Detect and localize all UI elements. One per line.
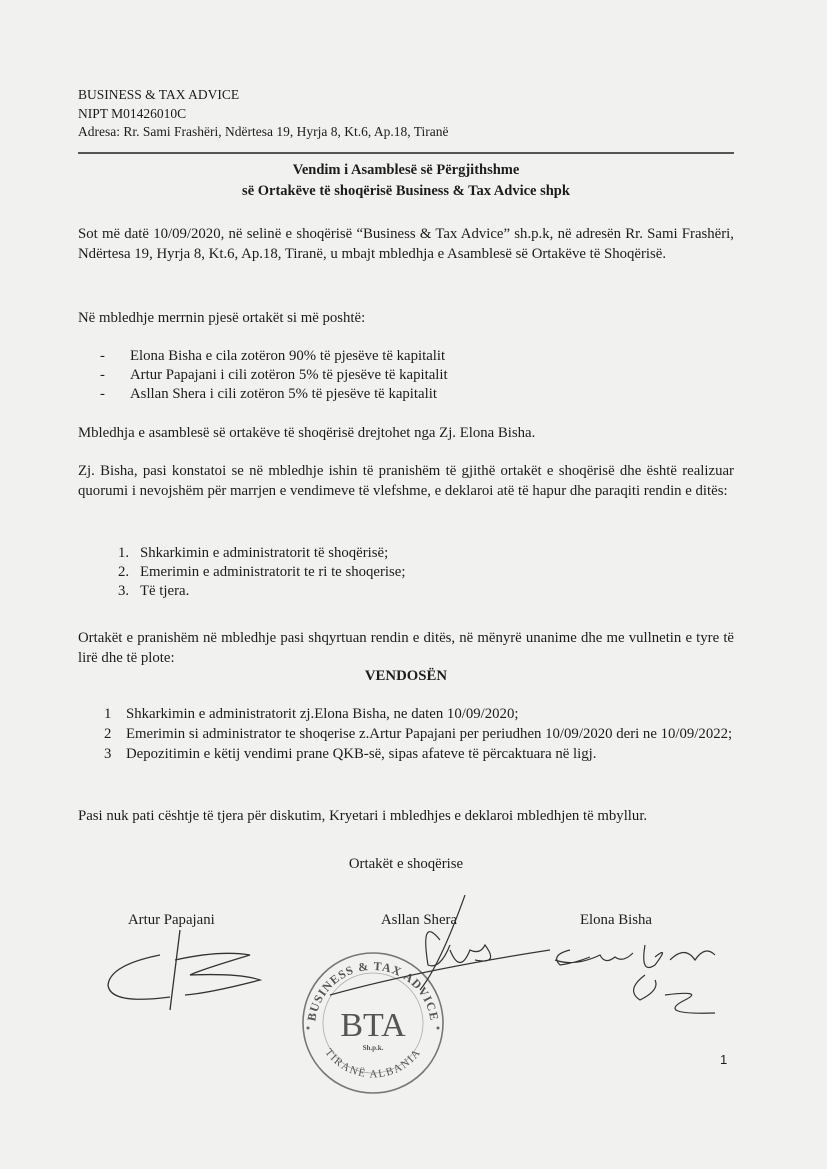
signatory-name: Elona Bisha: [580, 912, 652, 928]
closing-paragraph: Pasi nuk pati cështje të tjera për diskutim, Kryetari i mbledhjes e deklaroi mbledhjen të mbyllur.: [78, 808, 648, 824]
item-number: 1.: [118, 545, 130, 561]
signatures-heading: Ortakët e shoqërise: [348, 856, 464, 872]
item-number: 1: [104, 706, 112, 722]
item-text: Shkarkimin e administratorit të shoqërisë;: [140, 545, 389, 561]
chair-paragraph: Mbledhja e asamblesë së ortakëve të shoqërisë drejtohet nga Zj. Elona Bisha.: [78, 425, 536, 441]
decisions-list: [104, 704, 734, 764]
participant-text: Elona Bisha e cila zotëron 90% të pjesëve të kapitalit: [130, 348, 446, 364]
header-divider: [78, 152, 734, 154]
participants-list: [100, 347, 448, 404]
list-item: [104, 704, 734, 724]
item-text: Emerimin si administrator te shoqerise z.Artur Papajani per periudhen 10/09/2020 deri ne 10/09/2022;: [126, 726, 733, 742]
participant-text: Artur Papajani i cili zotëron 5% të pjesëve të kapitalit: [130, 367, 448, 383]
item-text: Të tjera.: [140, 583, 190, 599]
list-item: - Elona Bisha e cila zotëron 90% të pjesëve të kapitalit: [100, 348, 446, 364]
document-title-line2: së Ortakëve të shoqërisë Business & Tax Advice shpk: [242, 183, 570, 199]
company-name: BUSINESS & TAX ADVICE: [78, 87, 240, 102]
intro-paragraph: Sot më datë 10/09/2020, në selinë e shoqërisë “Business & Tax Advice” sh.p.k, në adresën Rr. Sami Frashëri, Ndërtesa 19, Hyrja 8, Kt.6, Ap.18, Tiranë, u mbajt mbledhja e Asamblesë së Ortakëve të Shoqërisë.: [78, 226, 734, 262]
signature-artur: [100, 925, 280, 1015]
participant-text: Asllan Shera i cili zotëron 5% të pjesëve të kapitalit: [130, 386, 437, 402]
item-number: 3.: [118, 583, 130, 599]
item-text: Emerimin e administratorit te ri te shoqerise;: [140, 564, 406, 580]
stamp-logo: BTA: [340, 1007, 406, 1044]
agenda-list: [118, 544, 405, 601]
stamp-bottom-text: TIRANË ALBANIA: [322, 1046, 424, 1081]
letterhead: [78, 86, 448, 142]
signatory-name: Artur Papajani: [128, 912, 215, 928]
signature-elona: [545, 935, 745, 1030]
list-item: [118, 563, 405, 582]
item-text: Depozitimin e këtij vendimi prane QKB-së, sipas afateve të përcaktuara në ligj.: [126, 746, 597, 762]
company-address: Adresa: Rr. Sami Frashëri, Ndërtesa 19, Hyrja 8, Kt.6, Ap.18, Tiranë: [78, 124, 449, 139]
item-number: 2.: [118, 564, 130, 580]
document-title-line1: Vendim i Asamblesë së Përgjithshme: [292, 162, 520, 178]
item-number: 3: [104, 746, 112, 762]
list-item: - Asllan Shera i cili zotëron 5% të pjesëve të kapitalit: [100, 386, 437, 402]
list-item: - Artur Papajani i cili zotëron 5% të pjesëve të kapitalit: [100, 367, 448, 383]
item-number: 2: [104, 726, 112, 742]
stamp-top-text: BUSINESS & TAX ADVICE: [304, 958, 442, 1023]
list-item: [118, 582, 405, 601]
quorum-paragraph: Zj. Bisha, pasi konstatoi se në mbledhje ishin të pranishëm të gjithë ortakët e shoqërisë dhe është realizuar quorumi i nevojshëm për marrjen e vendimeve të vlefshme, e deklaroi atë të hapur dhe paraqiti rendin e ditës:: [78, 463, 734, 499]
participants-intro: Në mbledhje merrnin pjesë ortakët si më poshtë:: [78, 310, 366, 326]
company-nipt: NIPT M01426010C: [78, 105, 187, 121]
list-item: [104, 744, 734, 764]
signatory-name: Asllan Shera: [381, 912, 458, 928]
stamp-sub: Sh.p.k.: [362, 1044, 384, 1052]
signature-asllan: [300, 895, 550, 1005]
review-paragraph: Ortakët e pranishëm në mbledhje pasi shqyrtuan rendin e ditës, në mënyrë unanime dhe me vullnetin e tyre të lirë dhe të plote:: [78, 630, 734, 666]
decided-heading: VENDOSËN: [364, 668, 448, 684]
page-number: 1: [720, 1052, 728, 1067]
list-item: [118, 544, 405, 563]
list-item: [104, 724, 734, 744]
item-text: Shkarkimin e administratorit zj.Elona Bisha, ne daten 10/09/2020;: [126, 706, 519, 722]
